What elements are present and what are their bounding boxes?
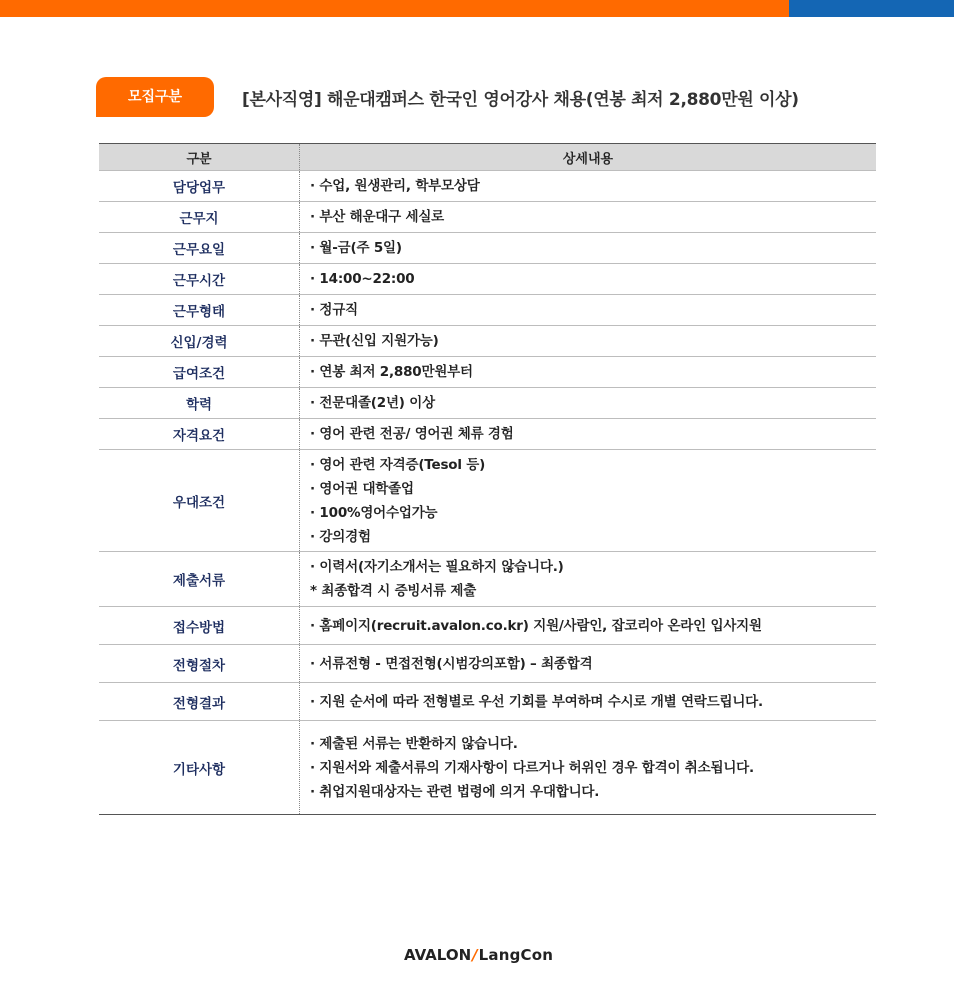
row-label: 급여조건 <box>99 357 300 388</box>
detail-line: · 무관(신입 지원가능) <box>310 333 439 349</box>
detail-line: · 서류전형 - 면접전형(시범강의포함) – 최종합격 <box>310 655 593 672</box>
column-header-category: 구분 <box>99 144 300 171</box>
table-row <box>99 607 876 645</box>
table-row <box>99 357 876 388</box>
top-accent-bar <box>0 0 954 17</box>
row-label: 우대조건 <box>99 450 300 552</box>
recruitment-header <box>96 77 856 117</box>
detail-line: · 14:00~22:00 <box>310 271 415 287</box>
row-detail <box>300 450 877 552</box>
detail-line: · 강의경험 <box>310 528 371 545</box>
logo-avalon: AVALON <box>404 946 472 964</box>
column-header-details: 상세내용 <box>300 144 877 171</box>
row-label: 자격요건 <box>99 419 300 450</box>
row-detail <box>300 721 877 815</box>
row-label: 제출서류 <box>99 552 300 607</box>
detail-line: · 지원 순서에 따라 전형별로 우선 기회를 부여하며 수시로 개별 연락드립니다. <box>310 693 763 710</box>
detail-line: · 영어 관련 자격증(Tesol 등) <box>310 456 486 473</box>
logo-langcon: LangCon <box>478 946 554 964</box>
detail-line: · 제출된 서류는 반환하지 않습니다. <box>310 735 518 752</box>
row-label: 근무형태 <box>99 295 300 326</box>
detail-line: · 100%영어수업가능 <box>310 504 438 521</box>
row-detail <box>300 202 877 233</box>
table-row <box>99 233 876 264</box>
page-title: [본사직영] 해운대캠퍼스 한국인 영어강사 채용(연봉 최저 2,880만원 이상) <box>242 90 799 110</box>
top-bar-blue <box>789 0 954 17</box>
table-row <box>99 721 876 815</box>
row-label: 근무요일 <box>99 233 300 264</box>
row-detail <box>300 264 877 295</box>
row-label: 근무시간 <box>99 264 300 295</box>
table-row <box>99 326 876 357</box>
table-row <box>99 264 876 295</box>
detail-line: · 영어권 대학졸업 <box>310 480 414 497</box>
detail-line: · 전문대졸(2년) 이상 <box>310 395 435 411</box>
detail-line: · 정규직 <box>310 302 358 318</box>
detail-line: * 최종합격 시 증빙서류 제출 <box>310 583 477 599</box>
table-row <box>99 388 876 419</box>
row-label: 담당업무 <box>99 171 300 202</box>
row-label: 기타사항 <box>99 721 300 815</box>
table-row <box>99 202 876 233</box>
detail-line: · 월-금(주 5일) <box>310 240 402 256</box>
row-detail <box>300 419 877 450</box>
row-detail <box>300 171 877 202</box>
detail-line: · 연봉 최저 2,880만원부터 <box>310 364 473 380</box>
table-row <box>99 450 876 552</box>
row-detail <box>300 357 877 388</box>
row-detail <box>300 233 877 264</box>
detail-line: · 지원서와 제출서류의 기재사항이 다르거나 허위인 경우 합격이 취소됩니다. <box>310 759 754 776</box>
table-row <box>99 683 876 721</box>
row-detail <box>300 683 877 721</box>
detail-line: · 영어 관련 전공/ 영어권 체류 경험 <box>310 426 514 442</box>
row-label: 학력 <box>99 388 300 419</box>
table-row <box>99 552 876 607</box>
table-header-row <box>99 144 876 171</box>
row-label: 근무지 <box>99 202 300 233</box>
logo-separator: / <box>472 946 478 964</box>
row-detail <box>300 295 877 326</box>
company-logo <box>404 946 553 964</box>
table-row <box>99 295 876 326</box>
detail-line: · 취업지원대상자는 관련 법령에 의거 우대합니다. <box>310 783 600 800</box>
row-label: 접수방법 <box>99 607 300 645</box>
row-detail <box>300 388 877 419</box>
category-tag: 모집구분 <box>96 77 214 117</box>
row-label: 신입/경력 <box>99 326 300 357</box>
row-label: 전형절차 <box>99 645 300 683</box>
row-detail <box>300 552 877 607</box>
row-detail <box>300 607 877 645</box>
detail-line: · 홈페이지(recruit.avalon.co.kr) 지원/사람인, 잡코리아 온라인 입사지원 <box>310 617 762 634</box>
table-row <box>99 419 876 450</box>
table-row <box>99 171 876 202</box>
row-detail <box>300 326 877 357</box>
detail-line: · 부산 해운대구 세실로 <box>310 209 444 225</box>
detail-line: · 수업, 원생관리, 학부모상담 <box>310 178 480 194</box>
recruitment-details-table <box>99 143 876 815</box>
table-row <box>99 645 876 683</box>
top-bar-orange <box>0 0 789 17</box>
row-detail <box>300 645 877 683</box>
detail-line: · 이력서(자기소개서는 필요하지 않습니다.) <box>310 559 564 575</box>
row-label: 전형결과 <box>99 683 300 721</box>
table-body <box>99 171 876 815</box>
